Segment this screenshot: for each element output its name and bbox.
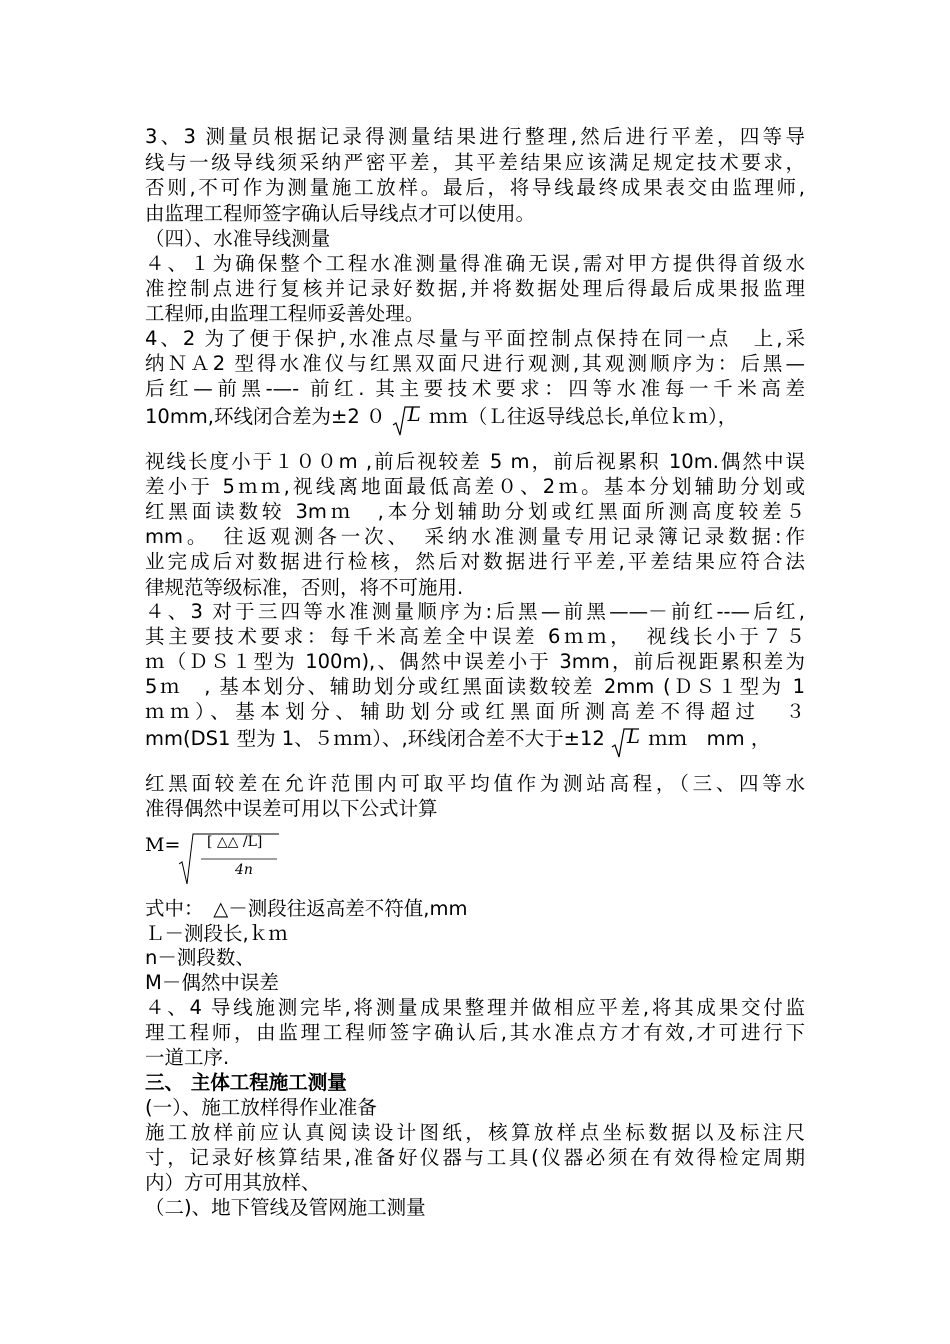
paragraph-line: 否则,不可作为测量施工放样。最后，将导线最终成果表交由监理师, [145, 176, 805, 199]
line-text-post: ｍｍ（Ｌ往返导线总长,单位ｋｍ）， [428, 405, 738, 428]
paragraph-line: 3、3 测量员根据记录得测量结果进行整理,然后进行平差，四等导 [145, 125, 805, 148]
paragraph-line: 红黑面较差在允许范围内可取平均值作为测站高程，（三、四等水 [145, 772, 805, 795]
paragraph-line: ４、１为确保整个工程水准测量得准确无误,需对甲方提供得首级水 [145, 252, 805, 275]
paragraph-line: 准控制点进行复核并记录好数据,并将数据处理后得最后成果报监理 [145, 277, 805, 300]
paragraph-line: 4、2 为了便于保护,水准点尽量与平面控制点保持在同一点 上,采 [145, 327, 805, 350]
paragraph-line-with-root [145, 403, 737, 437]
sqrt-var: L [407, 403, 421, 426]
paragraph-line: ｍｍ）、基本划分、辅助划分或红黑面所测高差不得超过 ３ [145, 700, 805, 723]
paragraph-line: 内）方可用其放样、 [145, 1171, 321, 1194]
line-text-pre: 10mm,环线闭合差为±2 ０ [145, 405, 386, 428]
paragraph-line: ｍ（ＤＳ１型为 100m),、偶然中误差小于 3mm，前后视距累积差为 [145, 650, 805, 673]
paragraph-line: 寸，记录好核算结果,准备好仪器与工具(仪器必须在有效得检定周期 [145, 1146, 805, 1169]
paragraph-line: 业完成后对数据进行检核，然后对数据进行平差,平差结果应符合法 [145, 550, 805, 573]
paragraph-line: 差小于 5ｍｍ,视线离地面最低高差０、2ｍ。基本分划辅助分划或 [145, 475, 805, 498]
chapter-heading: 三、 主体工程施工测量 [145, 1071, 347, 1094]
paragraph-line: 准得偶然中误差可用以下公式计算 [145, 797, 438, 820]
paragraph-line: 后红—前黑-—- 前红. 其主要技术要求：四等水准每一千米高差 [145, 377, 805, 400]
paragraph-line-with-root [145, 725, 770, 759]
paragraph-line: 5ｍ , 基本划分、辅助划分或红黑面读数较差 2mm (ＤＳ１型为 1 [145, 675, 805, 698]
paragraph-line: 由监理工程师签字确认后导线点才可以使用。 [145, 202, 536, 225]
paragraph-line: 工程师,由监理工程师妥善处理。 [145, 302, 425, 325]
formula-lhs: M= [145, 834, 181, 856]
paragraph-line: 理工程师，由监理工程师签字确认后,其水准点方才有效,才可进行下 [145, 1021, 805, 1044]
formula-numerator: [ △△ /L] [207, 834, 263, 850]
sqrt-l-symbol [611, 725, 652, 759]
section-heading: （四）、水准导线测量 [145, 227, 331, 250]
paragraph-line: 纳ＮＡ2 型得水准仪与红黑双面尺进行观测,其观测顺序为：后黑— [145, 352, 805, 375]
definition-line: n－测段数、 [145, 946, 255, 969]
paragraph-line: ４、3 对于三四等水准测量顺序为:后黑—前黑——－前红--—后红, [145, 600, 805, 623]
definition-line: Ｌ－测段长,ｋｍ [145, 922, 288, 945]
line-text-pre: mm(DS1 型为 1、５ｍｍ）、,环线闭合差不大于±12 [145, 727, 605, 750]
paragraph-line: 一道工序. [145, 1046, 230, 1069]
paragraph-line: 律规范等级标准，否则，将不可施用. [145, 576, 464, 599]
paragraph-line: 线与一级导线须采纳严密平差，其平差结果应该满足规定技术要求， [145, 151, 805, 174]
section-heading: (一）、施工放样得作业准备 [145, 1096, 377, 1119]
formula-denominator: 4n [235, 862, 253, 878]
section-heading: （二)、地下管线及管网施工测量 [145, 1196, 426, 1219]
paragraph-line: mm。 往返观测各一次、 采纳水准测量专用记录簿记录数据:作 [145, 525, 805, 548]
paragraph-line: ４、4 导线施测完毕,将测量成果整理并做相应平差,将其成果交付监 [145, 996, 805, 1019]
sqrt-l-symbol [392, 403, 433, 437]
paragraph-line: 视线长度小于１００m ,前后视较差 5 m，前后视累积 10m.偶然中误 [145, 450, 805, 473]
definition-line: M－偶然中误差 [145, 971, 279, 994]
paragraph-line: 红黑面读数较 3mｍ ,本分划辅助分划或红黑面所测高度较差５ [145, 500, 805, 523]
line-text-post: ｍｍ mm ， [648, 727, 771, 750]
sqrt-var: L [627, 725, 640, 748]
paragraph-line: 施工放样前应认真阅读设计图纸，核算放样点坐标数据以及标注尺 [145, 1121, 805, 1144]
paragraph-line: 其主要技术要求：每千米高差全中误差 6ｍｍ， 视线长小于７５ [145, 625, 805, 648]
definition-line: 式中： △－测段往返高差不符值,mm [145, 897, 468, 920]
error-formula [145, 832, 285, 886]
